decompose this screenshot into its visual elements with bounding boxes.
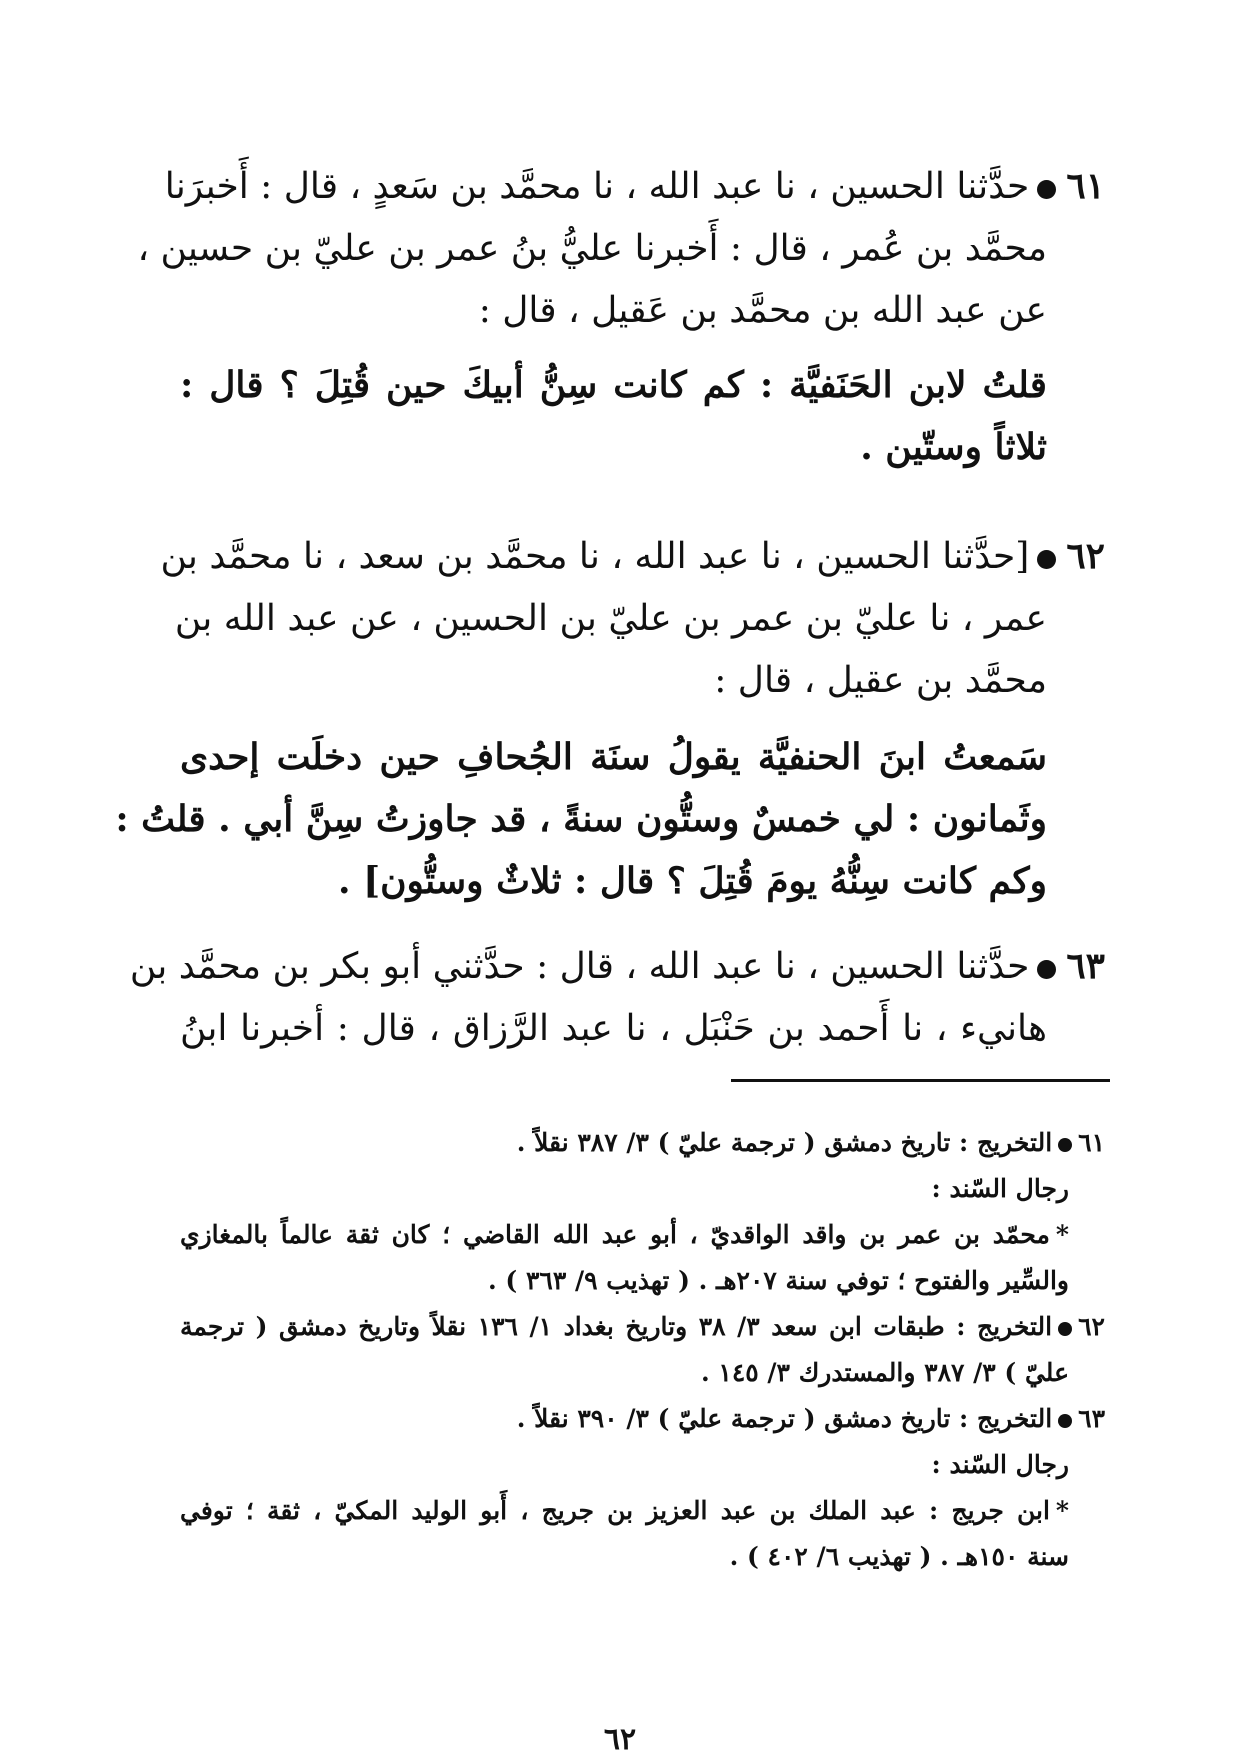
matn-line: قلتُ لابن الحَنَفيَّة : كم كانت سِنُّ أبيكَ حين قُتِلَ ؟ قال : xyxy=(180,364,1047,406)
footnote-text: : طبقات ابن سعد ٣/ ٣٨ وتاريخ بغداد ١/ ١٣٦ نقلاً وتاريخ دمشق ( ترجمة xyxy=(180,1312,966,1341)
footnote-61 xyxy=(180,1120,1105,1166)
footnote-number: ٦٢ xyxy=(1078,1312,1105,1341)
matn-line: وثَمانون : لي خمسٌ وستُّون سنةً ، قد جاوزتُ سِنَّ أبي . قلتُ : xyxy=(115,798,1047,840)
footnote-label: التخريج xyxy=(977,1404,1053,1433)
bullet-icon xyxy=(1058,1322,1072,1336)
hadith-number: ٦١ xyxy=(1066,165,1105,207)
footnote-62 xyxy=(180,1304,1105,1350)
hadith-line: محمَّد بن عقيل ، قال : xyxy=(714,660,1047,701)
hadith-line xyxy=(164,155,1105,218)
hadith-line xyxy=(160,525,1105,588)
bullet-icon xyxy=(1037,960,1056,979)
rijal-heading: رجال السّند : xyxy=(931,1174,1069,1203)
footnote-text: : تاريخ دمشق ( ترجمة عليّ ) ٣/ ٣٨٧ نقلاً . xyxy=(516,1128,969,1157)
hadith-line: محمَّد بن عُمر ، قال : أَخبرنا عليُّ بنُ عمر بن عليّ بن حسين ، xyxy=(137,228,1047,269)
hadith-entry-62 xyxy=(115,525,1105,912)
footnote-number: ٦٣ xyxy=(1078,1404,1105,1433)
star-icon: * xyxy=(1055,1496,1069,1525)
bullet-icon xyxy=(1037,180,1056,199)
isnad-text: حدَّثنا الحسين ، نا عبد الله ، نا محمَّد بن سَعدٍ ، قال : أَخبرَنا xyxy=(164,166,1030,207)
matn-line: ثلاثاً وستّين . xyxy=(860,426,1047,468)
page-number: ٦٢ xyxy=(603,1722,637,1757)
hadith-number: ٦٣ xyxy=(1066,945,1105,987)
hadith-line: هانيء ، نا أَحمد بن حَنْبَل ، نا عبد الرَّزاق ، قال : أخبرنا ابنُ xyxy=(180,1008,1047,1049)
rijal-heading: رجال السّند : xyxy=(931,1450,1069,1479)
hadith-line: عن عبد الله بن محمَّد بن عَقيل ، قال : xyxy=(478,290,1047,331)
narrator-line: سنة ١٥٠هـ . ( تهذيب ٦/ ٤٠٢ ) . xyxy=(729,1542,1069,1571)
star-icon: * xyxy=(1055,1220,1069,1249)
footnote-divider xyxy=(731,1079,1110,1082)
matn-line: سَمعتُ ابنَ الحنفيَّة يقولُ سنَة الجُحافِ حين دخلَت إحدى xyxy=(180,736,1047,778)
isnad-text: [حدَّثنا الحسين ، نا عبد الله ، نا محمَّد بن سعد ، نا محمَّد بن xyxy=(160,536,1030,577)
narrator-line xyxy=(180,1488,1105,1534)
bullet-icon xyxy=(1058,1138,1072,1152)
hadith-line xyxy=(129,935,1105,998)
narrator-line: والسِّير والفتوح ؛ توفي سنة ٢٠٧هـ . ( تهذيب ٩/ ٣٦٣ ) . xyxy=(488,1266,1069,1295)
narrator-text: محمّد بن عمر بن واقد الواقديّ ، أبو عبد الله القاضي ؛ كان ثقة عالماً بالمغازي xyxy=(180,1220,1050,1249)
matn-line: وكم كانت سِنُّهُ يومَ قُتِلَ ؟ قال : ثلاثٌ وستُّون] . xyxy=(338,860,1047,902)
footnote-number: ٦١ xyxy=(1078,1128,1105,1157)
narrator-line xyxy=(180,1212,1105,1258)
hadith-entry-63 xyxy=(129,935,1105,1060)
footnote-text: : تاريخ دمشق ( ترجمة عليّ ) ٣/ ٣٩٠ نقلاً . xyxy=(516,1404,969,1433)
footnote-63 xyxy=(180,1396,1105,1442)
isnad-text: حدَّثنا الحسين ، نا عبد الله ، قال : حدَّثني أبو بكر بن محمَّد بن xyxy=(129,946,1030,987)
bullet-icon xyxy=(1037,550,1056,569)
hadith-line: عمر ، نا عليّ بن عمر بن عليّ بن الحسين ، عن عبد الله بن xyxy=(174,598,1047,639)
footnote-text: عليّ ) ٣/ ٣٨٧ والمستدرك ٣/ ١٤٥ . xyxy=(700,1358,1069,1387)
footnote-label: التخريج xyxy=(976,1312,1053,1341)
footnote-label: التخريج xyxy=(977,1128,1053,1157)
bullet-icon xyxy=(1058,1414,1072,1428)
narrator-text: ابن جريج : عبد الملك بن عبد العزيز بن جريج ، أَبو الوليد المكيّ ، ثقة ؛ توفي xyxy=(180,1496,1050,1525)
hadith-number: ٦٢ xyxy=(1066,535,1105,577)
footnotes xyxy=(180,1120,1105,1580)
hadith-entry-61 xyxy=(137,155,1105,478)
